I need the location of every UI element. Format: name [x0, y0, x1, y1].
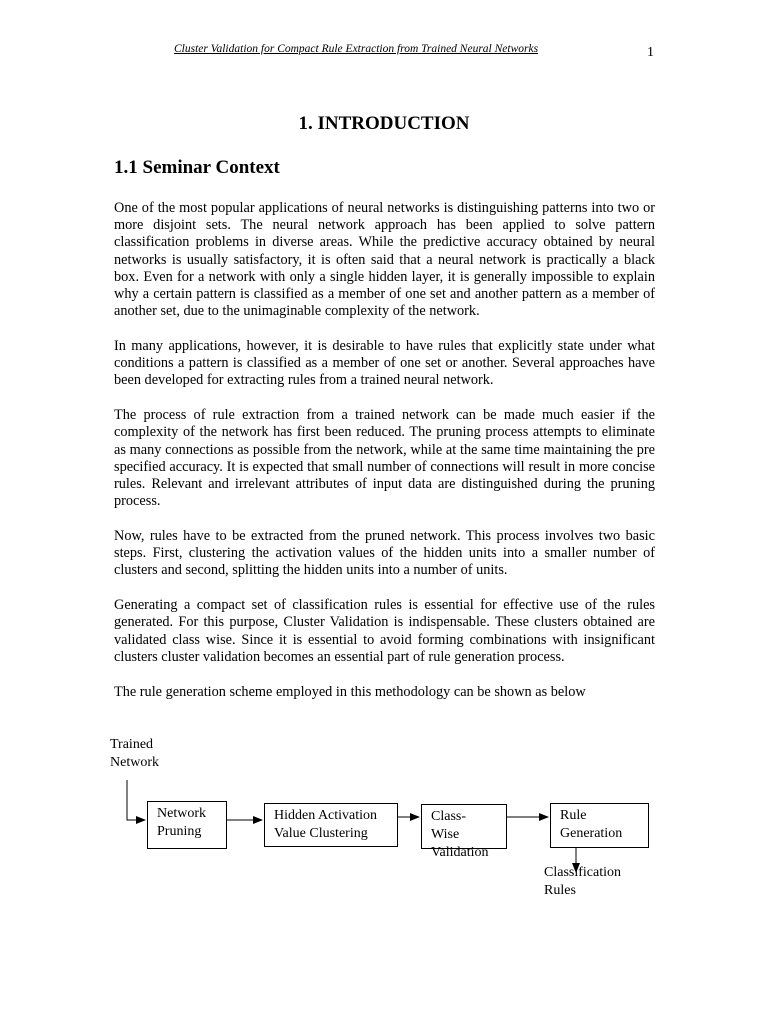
running-header: Cluster Validation for Compact Rule Extraction from Trained Neural Networks — [174, 43, 539, 55]
paragraph: Generating a compact set of classification rules is essential for effective use of the rules generated. For this purpose, Cluster Validation is indispensable. These clusters obtained are validated class wise. Since it is essential to avoid forming combinations with insignificant clusters cluster validation becomes an essential part of rule generation process. — [114, 597, 655, 665]
paragraph: Now, rules have to be extracted from the pruned network. This process involves two basic steps. First, clustering the activation values of the hidden units into a smaller number of clusters and second, splitting the hidden units into a number of units. — [114, 528, 655, 579]
process-box-rule-generation: Rule Generation — [550, 803, 649, 848]
body-text — [114, 200, 655, 718]
section-title: 1.1 Seminar Context — [114, 157, 280, 178]
paragraph: The rule generation scheme employed in this methodology can be shown as below — [114, 683, 586, 700]
output-label: Classification Rules — [544, 865, 621, 898]
chapter-title: 1. INTRODUCTION — [298, 113, 470, 134]
input-arrow — [127, 780, 145, 820]
paragraph: One of the most popular applications of neural networks is distinguishing patterns into two or more disjoint sets. The neural network approach has been applied to solve pattern classification problems in diverse areas. While the predictive accuracy obtained by neural networks is usually satisfactory, it is often said that a neural network is practically a black box. Even for a network with only a single hidden layer, it is generally impossible to explain why a certain pattern is classified as a member of one set and another pattern as a member of another set, due to the unimaginable complexity of the network. — [114, 200, 655, 320]
process-box-class-wise-validation: Class- Wise Validation — [421, 804, 507, 849]
input-label: Trained Network — [110, 737, 159, 770]
paragraph: The process of rule extraction from a trained network can be made much easier if the complexity of the network has first been reduced. The pruning process attempts to eliminate as many connections as possible from the network, while at the same time maintaining the pre specified accuracy. It is expected that small number of connections will result in more concise rules. Relevant and irrelevant attributes of input data are distinguished during the pruning process. — [114, 407, 655, 510]
page-number: 1 — [647, 45, 654, 60]
paragraph: In many applications, however, it is desirable to have rules that explicitly state under what conditions a pattern is classified as a member of one set or another. Several approaches have been developed for extracting rules from a trained neural network. — [114, 338, 655, 389]
process-box-hidden-activation-clustering: Hidden Activation Value Clustering — [264, 803, 398, 847]
process-box-network-pruning: Network Pruning — [147, 801, 227, 849]
